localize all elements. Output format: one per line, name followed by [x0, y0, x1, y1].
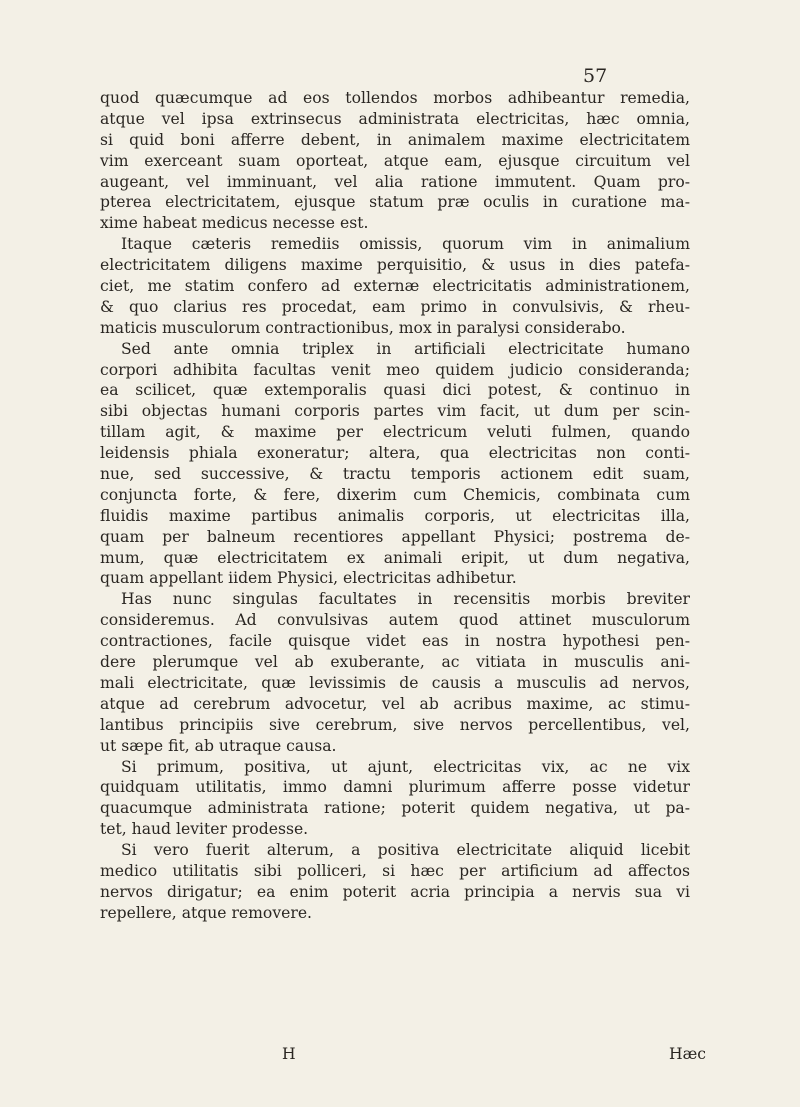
text-line: mali electricitate, quæ levissimis de causis a musculis ad nervos, — [100, 673, 690, 692]
text-line: conjuncta forte, & fere, dixerim cum Chemicis, combinata cum — [100, 485, 690, 504]
text-line: corpori adhibita facultas venit meo quidem judicio consideranda; — [100, 360, 690, 379]
text-line: maticis musculorum contractionibus, mox in paralysi considerabo. — [100, 318, 626, 337]
text-line: Itaque cæteris remediis omissis, quorum vim in animalium — [121, 235, 690, 254]
signature-mark: H — [282, 1045, 296, 1063]
text-line: lantibus principiis sive cerebrum, sive nervos percellentibus, vel, — [100, 715, 690, 734]
text-line: si quid boni afferre debent, in animalem maxime electricitatem — [100, 130, 690, 149]
paragraph — [100, 589, 690, 756]
text-line: Si vero fuerit alterum, a positiva electricitate aliquid licebit — [121, 841, 690, 860]
text-line: repellere, atque removere. — [100, 903, 313, 922]
text-line: Has nunc singulas facultates in recensitis morbis breviter — [121, 590, 690, 609]
page-number: 57 — [583, 65, 608, 87]
text-line: medico utilitatis sibi polliceri, si hæc per artificium ad affectos — [100, 861, 690, 880]
text-line: quacumque administrata ratione; poterit quidem negativa, ut pa- — [100, 799, 690, 818]
text-line: sibi objectas humani corporis partes vim facit, ut dum per scin- — [100, 402, 690, 421]
paragraph — [100, 840, 690, 924]
text-line: Sed ante omnia triplex in artificiali electricitate humano — [121, 339, 690, 358]
text-line: quam appellant iidem Physici, electricitas adhibetur. — [100, 569, 517, 588]
text-line: xime habeat medicus necesse est. — [100, 214, 369, 233]
text-line: & quo clarius res procedat, eam primo in convulsivis, & rheu- — [100, 297, 690, 316]
paragraph — [100, 234, 690, 338]
text-line: contractiones, facile quisque videt eas in nostra hypothesi pen- — [100, 632, 690, 651]
catchword: Hæc — [669, 1045, 706, 1063]
text-line: quidquam utilitatis, immo damni plurimum afferre posse videtur — [100, 778, 690, 797]
text-line: consideremus. Ad convulsivas autem quod attinet musculorum — [100, 611, 690, 630]
text-line: nervos dirigatur; ea enim poterit acria principia a nervis sua vi — [100, 882, 690, 901]
paragraph — [100, 757, 690, 841]
paragraph — [100, 339, 690, 590]
text-line: ciet, me statim confero ad externæ electricitatis administrationem, — [100, 277, 690, 296]
text-line: mum, quæ electricitatem ex animali eripit, ut dum negativa, — [100, 548, 690, 567]
text-line: leidensis phiala exoneratur; altera, qua electricitas non conti- — [100, 444, 690, 463]
text-line: quod quæcumque ad eos tollendos morbos adhibeantur remedia, — [100, 89, 690, 107]
text-line: ea scilicet, quæ extemporalis quasi dici potest, & continuo in — [100, 381, 690, 400]
text-line: dere plerumque vel ab exuberante, ac vitiata in musculis ani- — [100, 653, 690, 672]
body-text — [100, 88, 690, 924]
text-line: tet, haud leviter prodesse. — [100, 820, 309, 839]
text-line: fluidis maxime partibus animalis corporis, ut electricitas illa, — [100, 506, 690, 525]
page-footer — [100, 1044, 706, 1064]
text-line: pterea electricitatem, ejusque statum præ oculis in curatione ma- — [100, 193, 690, 212]
text-line: nue, sed successive, & tractu temporis actionem edit suam, — [100, 465, 690, 484]
text-line: Si primum, positiva, ut ajunt, electricitas vix, ac ne vix — [121, 757, 690, 776]
paragraph — [100, 88, 690, 234]
text-line: augeant, vel imminuant, vel alia ratione immutent. Quam pro- — [100, 172, 690, 191]
text-line: quam per balneum recentiores appellant Physici; postrema de- — [100, 527, 690, 546]
text-line: atque ad cerebrum advocetur, vel ab acribus maxime, ac stimu- — [100, 694, 690, 713]
text-line: tillam agit, & maxime per electricum veluti fulmen, quando — [100, 423, 690, 442]
text-line: atque vel ipsa extrinsecus administrata electricitas, hæc omnia, — [100, 109, 690, 128]
text-line: vim exerceant suam oporteat, atque eam, ejusque circuitum vel — [100, 151, 690, 170]
text-line: ut sæpe fit, ab utraque causa. — [100, 736, 337, 755]
text-line: electricitatem diligens maxime perquisitio, & usus in dies patefa- — [100, 256, 690, 275]
